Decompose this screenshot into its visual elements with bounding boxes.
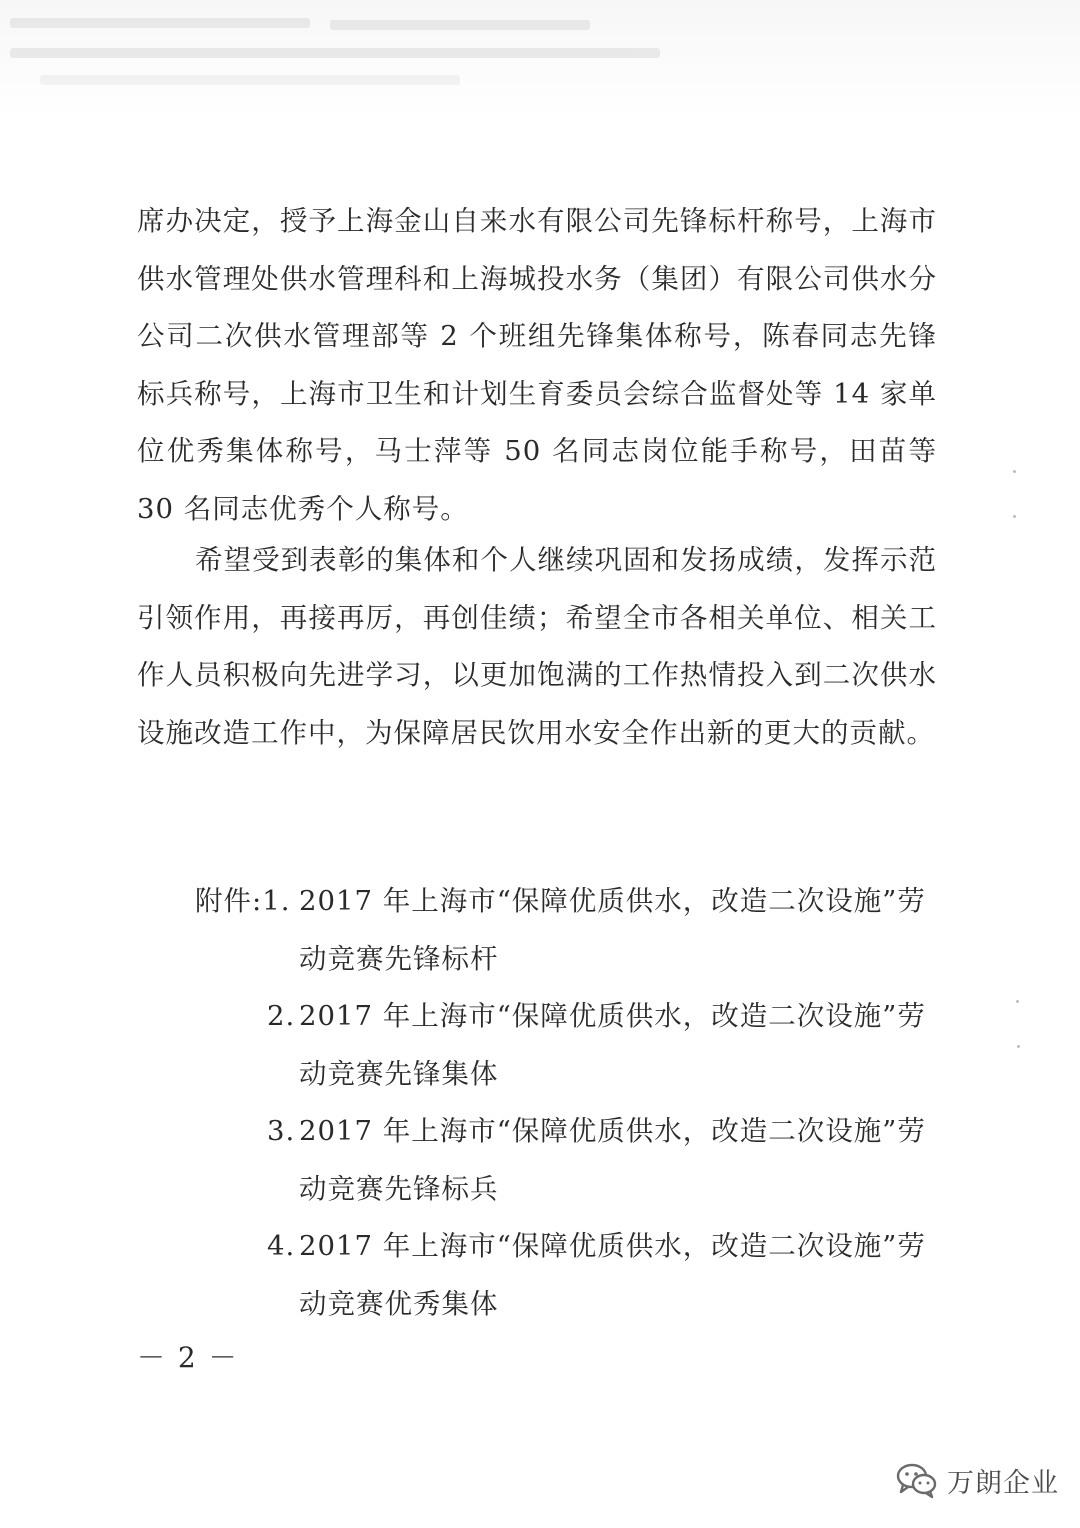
scan-speck <box>1013 470 1016 473</box>
attachment-number: 1. <box>262 885 291 917</box>
scan-speck <box>1016 1000 1019 1003</box>
scan-speck <box>1013 515 1016 518</box>
body-paragraph-1: 席办决定，授予上海金山自来水有限公司先锋标杆称号，上海市供水管理处供水管理科和上海城投水务（集团）有限公司供水分公司二次供水管理部等 2 个班组先锋集体称号，陈春同志先锋标兵称号，上海市卫生和计划生育委员会综合监督处等 14 家单位优秀集体称号，马士萍等 50 名同志岗位能手称号，田苗等 30 名同志优秀个人称号。 <box>137 205 937 525</box>
attachment-number: 4. <box>267 1230 296 1262</box>
page-number: － 2 － <box>137 1341 239 1374</box>
attachment-text: 2017 年上海市“保障优质供水，改造二次设施”劳动竞赛先锋集体 <box>299 1000 926 1090</box>
watermark-text: 万朗企业 <box>947 1467 1059 1499</box>
scan-speck <box>1017 1045 1020 1048</box>
attachment-item <box>137 1103 937 1218</box>
attachment-number: 2. <box>267 1000 296 1032</box>
attachment-item <box>137 988 937 1103</box>
attachment-item <box>137 1218 937 1333</box>
attachment-text: 2017 年上海市“保障优质供水，改造二次设施”劳动竞赛先锋标兵 <box>299 1115 926 1205</box>
attachment-text: 2017 年上海市“保障优质供水，改造二次设施”劳动竞赛优秀集体 <box>299 1230 926 1320</box>
wechat-icon <box>895 1460 939 1500</box>
attachment-number: 3. <box>267 1115 296 1147</box>
watermark <box>895 1455 1059 1505</box>
attachments-list <box>137 873 937 1333</box>
body-paragraph-2: 希望受到表彰的集体和个人继续巩固和发扬成绩，发挥示范引领作用，再接再厉，再创佳绩；希望全市各相关单位、相关工作人员积极向先进学习，以更加饱满的工作热情投入到二次供水设施改造工作中，为保障居民饮用水安全作出新的更大的贡献。 <box>137 544 937 749</box>
attachment-item <box>137 873 937 988</box>
page-bleed-through <box>0 0 1080 95</box>
attachments-label: 附件: <box>195 885 263 917</box>
attachment-text: 2017 年上海市“保障优质供水，改造二次设施”劳动竞赛先锋标杆 <box>299 885 926 975</box>
